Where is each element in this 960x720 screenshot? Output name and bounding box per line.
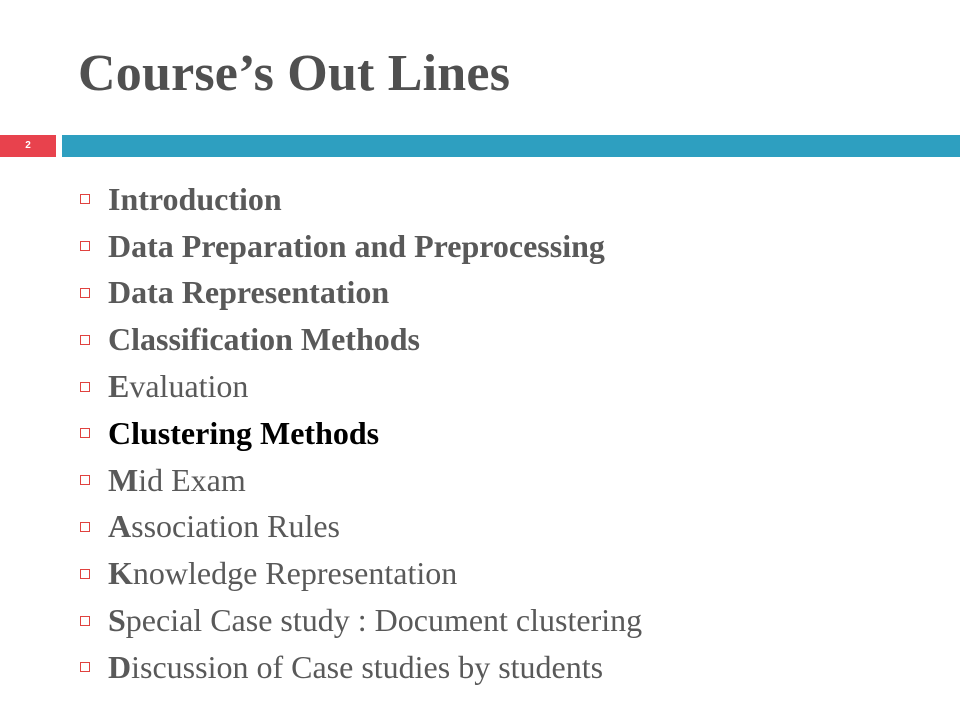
outline-item-text [108, 602, 642, 639]
outline-item-text [108, 321, 420, 358]
square-bullet-icon [80, 428, 90, 438]
outline-item-rest: Classification Methods [108, 321, 420, 358]
course-outline-list [78, 176, 642, 691]
outline-item-lead: D [108, 648, 132, 685]
square-bullet-icon [80, 616, 90, 626]
outline-item-rest: Clustering Methods [108, 414, 380, 451]
outline-item-lead: E [108, 368, 130, 405]
square-bullet-icon [80, 335, 90, 345]
outline-item-text [108, 555, 457, 592]
outline-item-rest: ssociation Rules [131, 508, 340, 545]
outline-item-rest: Introduction [108, 180, 282, 217]
title-divider-bar [62, 135, 960, 157]
list-item [78, 457, 642, 504]
square-bullet-icon [80, 382, 90, 392]
outline-item-rest: pecial Case study : Document clustering [125, 602, 643, 639]
outline-item-rest: iscussion of Case studies by students [131, 648, 604, 685]
outline-item-lead: S [108, 602, 126, 639]
outline-item-text [108, 181, 282, 218]
outline-item-text [108, 368, 248, 405]
list-item [78, 644, 642, 691]
outline-item-lead: A [108, 508, 132, 545]
outline-item-rest: Data Preparation and Preprocessing [108, 227, 605, 264]
list-item [78, 550, 642, 597]
list-item [78, 363, 642, 410]
square-bullet-icon [80, 288, 90, 298]
outline-item-rest: Data Representation [108, 274, 390, 311]
outline-item-text [108, 508, 340, 545]
outline-item-rest: nowledge Representation [132, 555, 458, 592]
outline-item-lead: K [108, 555, 133, 592]
page-number-badge: 2 [0, 135, 56, 157]
slide-title: Course’s Out Lines [78, 45, 511, 102]
list-item [78, 176, 642, 223]
outline-item-text [108, 649, 603, 686]
outline-item-text [108, 415, 379, 452]
square-bullet-icon [80, 475, 90, 485]
outline-item-rest: id Exam [138, 461, 246, 498]
outline-item-rest: valuation [129, 368, 249, 405]
list-item [78, 597, 642, 644]
square-bullet-icon [80, 241, 90, 251]
list-item-current [78, 410, 642, 457]
square-bullet-icon [80, 569, 90, 579]
list-item [78, 270, 642, 317]
outline-item-text [108, 274, 389, 311]
outline-item-text [108, 228, 605, 265]
outline-item-lead: M [108, 461, 139, 498]
square-bullet-icon [80, 662, 90, 672]
square-bullet-icon [80, 522, 90, 532]
list-item [78, 223, 642, 270]
outline-item-text [108, 462, 246, 499]
list-item [78, 504, 642, 551]
list-item [78, 316, 642, 363]
square-bullet-icon [80, 194, 90, 204]
